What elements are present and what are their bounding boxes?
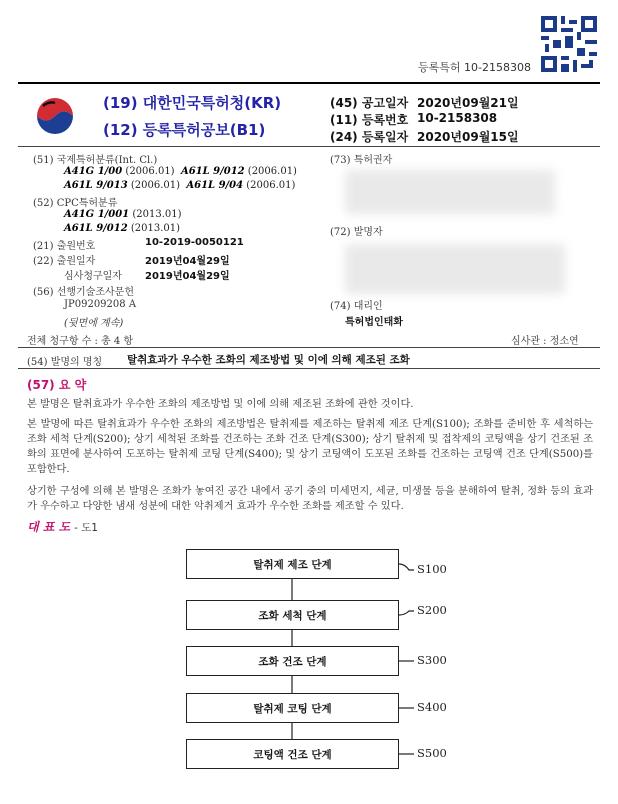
qr-code xyxy=(541,16,597,72)
flow-step-code: S100 xyxy=(417,562,447,576)
flow-step-box: 탈취제 제조 단계 xyxy=(186,549,399,579)
pub-date-value: 2020년09월21일 xyxy=(417,96,519,110)
pub-date-label: (45) 공고일자 xyxy=(330,96,409,110)
reg-date-row xyxy=(330,128,519,145)
kipo-logo xyxy=(33,94,77,138)
flow-step-code: S400 xyxy=(417,700,447,714)
ipc-code: A61L 9/04 xyxy=(186,180,244,191)
flow-step-code: S500 xyxy=(417,746,447,760)
reg-number-label: (11) 등록번호 xyxy=(330,113,409,127)
pub-date-row xyxy=(330,94,519,111)
abstract-paragraph-2: 본 발명에 따른 탈취효과가 우수한 조화의 제조방법은 탈취제를 제조하는 탈취제 제조 단계(S100); 조화를 준비한 후 세척하는 조화 세척 단계(S200); 상기 세척된 조화를 건조하는 조화 건조 단계(S300); 상기 탈취제 및 접착제의 코팅액을 상기 건조된 조화의 표면에 분사하여 도포하는 탈취제 코팅 단계(S400); 및 상기 코팅액이 도포된 조화를 건조하는 코팅액 건조 단계(S500)를 포함한다. xyxy=(27,419,593,475)
agent-label: (74) 대리인 xyxy=(330,301,383,312)
abstract-paragraph-1: 본 발명은 탈취효과가 우수한 조화의 제조방법 및 이에 의해 제조된 조화에 관한 것이다. xyxy=(27,399,414,410)
header-rule xyxy=(18,82,600,84)
exam-request-label: 심사청구일자 xyxy=(64,271,122,282)
ipc-year: (2006.01) xyxy=(246,180,296,191)
title-rule-top xyxy=(18,347,600,348)
prior-art-doc: JP09209208 A xyxy=(64,299,137,310)
abstract-paragraph-3: 상기한 구성에 의해 본 발명은 조화가 놓여진 공간 내에서 공기 중의 미세먼지, 세균, 미생물 등을 분해하여 탈취, 정화 등의 효과가 우수하고 다양한 냄새 성분에 대한 악취제거 효과가 우수한 조화를 제조할 수 있다. xyxy=(27,486,593,512)
biblio-rule xyxy=(18,146,600,147)
invention-title-label: (54) 발명의 명칭 xyxy=(27,357,103,368)
cpc-code: A61L 9/012 xyxy=(64,223,128,234)
flow-step-code: S200 xyxy=(417,603,447,617)
ipc-code: A61L 9/012 xyxy=(180,166,245,177)
cpc-label: (52) CPC특허분류 xyxy=(33,198,118,209)
ipc-year: (2006.01) xyxy=(125,166,175,177)
ipc-year: (2006.01) xyxy=(247,166,297,177)
cpc-year: (2013.01) xyxy=(132,209,182,220)
agent-name: 특허법인태화 xyxy=(345,317,403,328)
representative-figure xyxy=(27,518,98,535)
cpc-code: A41G 1/001 xyxy=(64,209,130,220)
flow-step-box: 조화 세척 단계 xyxy=(186,600,399,630)
representative-label: 대 표 도 xyxy=(27,520,71,534)
ipc-code: A61L 9/013 xyxy=(64,180,128,191)
application-date: 2019년04월29일 xyxy=(145,256,230,267)
reg-number-row xyxy=(330,111,498,128)
ipc-code: A41G 1/00 xyxy=(64,166,123,177)
ipc-label: (51) 국제특허분류(Int. Cl.) xyxy=(33,155,158,166)
examiner: 심사관 : 정소연 xyxy=(511,336,579,347)
ipc-year: (2006.01) xyxy=(130,180,181,191)
application-number-label: (21) 출원번호 xyxy=(33,241,96,252)
owner-redacted xyxy=(345,170,555,214)
cpc-row-1 xyxy=(64,209,182,220)
reg-date-value: 2020년09월15일 xyxy=(417,130,519,144)
publication-type: (12) 등록특허공보(B1) xyxy=(103,121,266,139)
registration-number: 등록특허 10-2158308 xyxy=(418,61,531,74)
office-name: (19) 대한민국특허청(KR) xyxy=(103,94,282,112)
ipc-row-2 xyxy=(64,180,295,191)
abstract-heading: (57) 요 약 xyxy=(27,378,87,392)
ipc-row-1 xyxy=(64,166,297,177)
cpc-row-2 xyxy=(64,223,180,234)
prior-art-label: (56) 선행기술조사문헌 xyxy=(33,287,134,298)
invention-title: 탈취효과가 우수한 조화의 제조방법 및 이에 의해 제조된 조화 xyxy=(127,354,410,366)
title-rule-bottom xyxy=(18,368,600,369)
flow-step-box: 조화 건조 단계 xyxy=(186,646,399,676)
reg-number-value: 10-2158308 xyxy=(417,111,498,125)
representative-value: - 도1 xyxy=(73,522,98,534)
application-date-label: (22) 출원일자 xyxy=(33,256,96,267)
application-number: 10-2019-0050121 xyxy=(145,237,244,248)
owner-label: (73) 특허권자 xyxy=(330,155,393,166)
cpc-year: (2013.01) xyxy=(130,223,181,234)
claim-count: 전체 청구항 수 : 총 4 항 xyxy=(27,336,134,347)
flow-step-box: 탈취제 코팅 단계 xyxy=(186,693,399,723)
flow-step-code: S300 xyxy=(417,653,447,667)
reg-date-label: (24) 등록일자 xyxy=(330,130,409,144)
continued-note: (뒷면에 계속) xyxy=(64,318,124,329)
flow-step-box: 코팅액 건조 단계 xyxy=(186,739,399,769)
exam-request-date: 2019년04월29일 xyxy=(145,271,230,282)
inventor-label: (72) 발명자 xyxy=(330,227,383,238)
inventor-redacted xyxy=(345,244,565,294)
